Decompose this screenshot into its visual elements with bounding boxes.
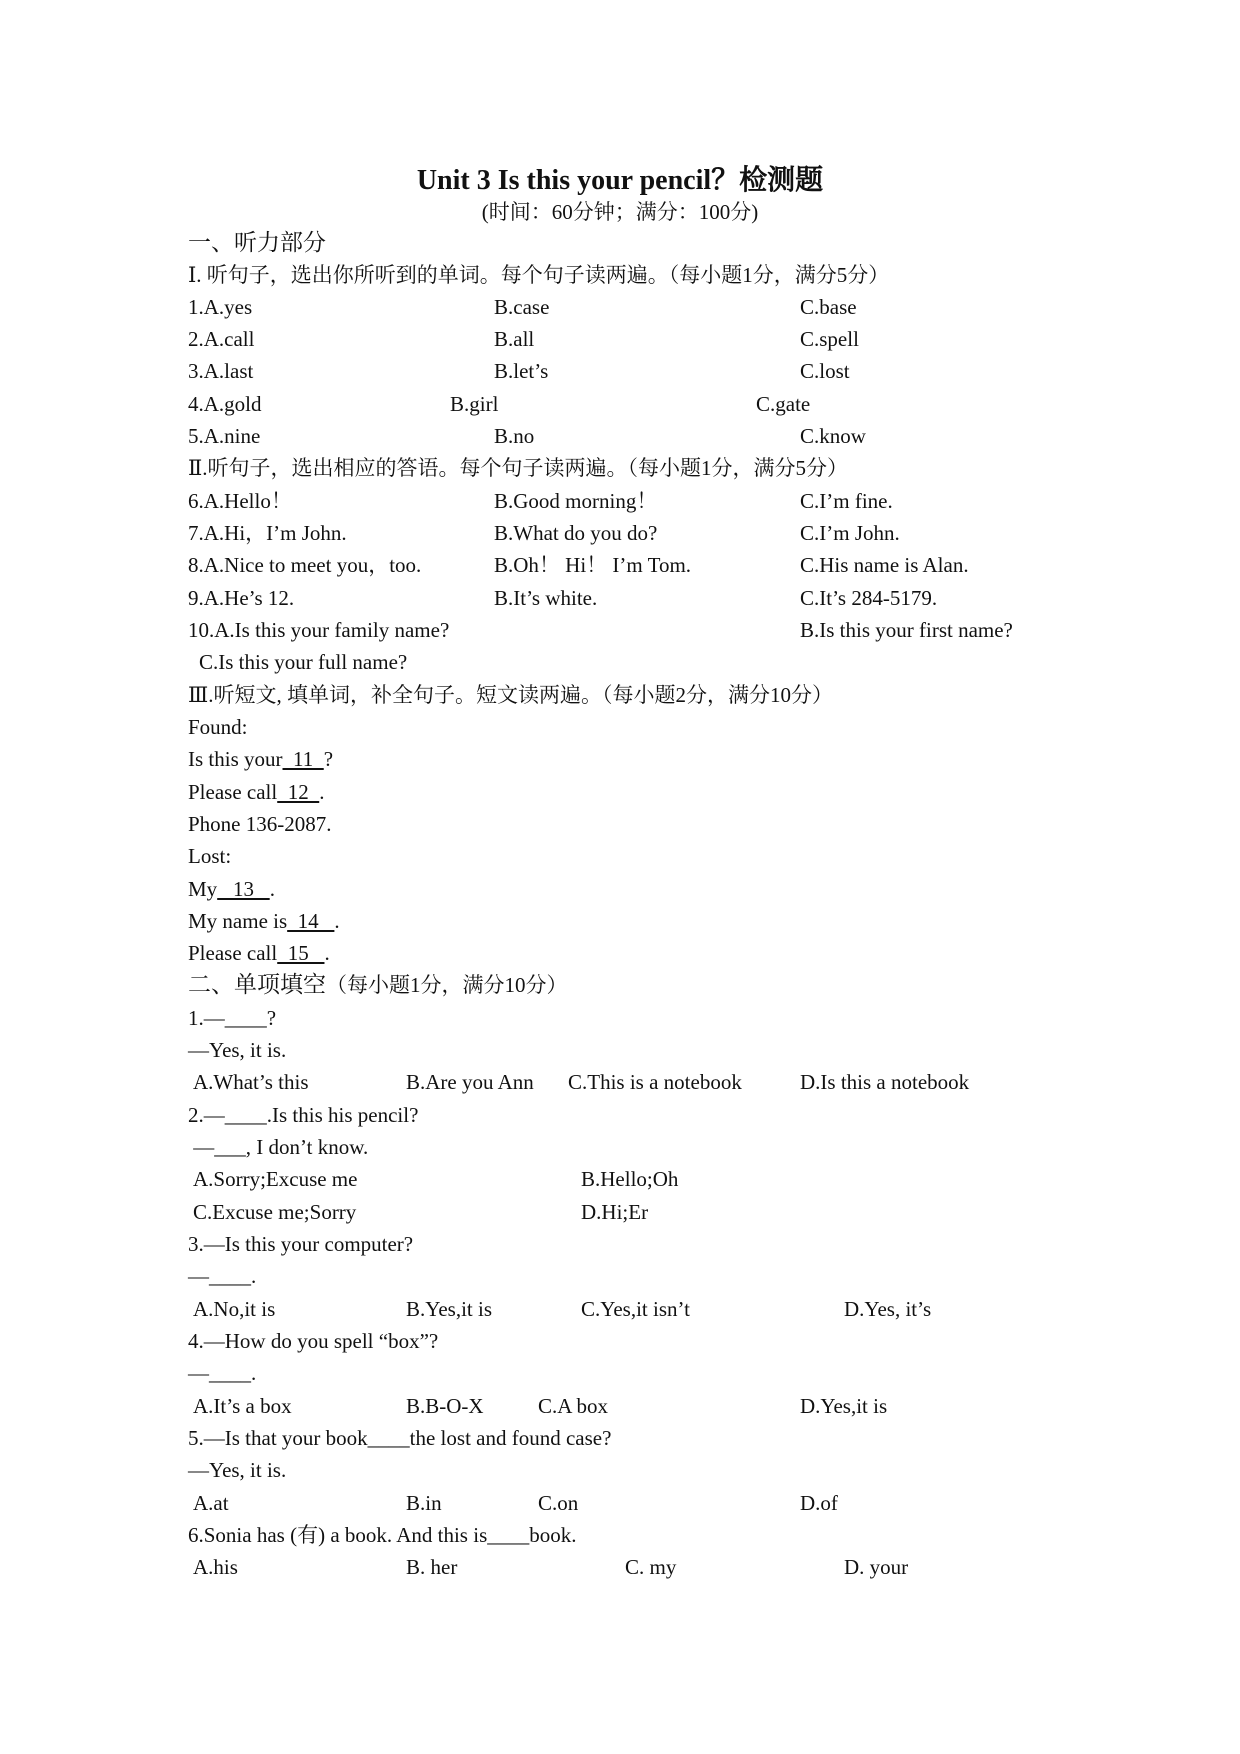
q5-options: [188, 1488, 1088, 1518]
option-a: A.It’s a box: [193, 1394, 292, 1418]
text: Please call: [188, 941, 278, 965]
part2-item-6: [188, 486, 1088, 516]
option-a: 4.A.gold: [188, 392, 262, 416]
q5-answer: —Yes, it is.: [188, 1458, 287, 1482]
blank: ____: [487, 1523, 530, 1547]
option-d: D. your: [844, 1555, 909, 1579]
part2-item-10-option-c: C.Is this your full name?: [199, 650, 408, 674]
option-c: C.Yes,it isn’t: [581, 1297, 690, 1321]
option-c: C.I’m fine.: [800, 489, 893, 513]
option-c: C.on: [538, 1491, 579, 1515]
option-b: B.It’s white.: [494, 586, 598, 610]
answer-blank-13: 13: [217, 877, 270, 901]
lost-line-13: [188, 874, 275, 904]
section1-heading: 一、听力部分: [188, 230, 326, 256]
text: My name is: [188, 909, 288, 933]
option-c: C.spell: [800, 327, 859, 351]
option-a: 6.A.Hello！: [188, 489, 292, 513]
lost-line-14: [188, 906, 340, 936]
option-a: A.Sorry;Excuse me: [193, 1167, 358, 1191]
q5-question: [188, 1423, 611, 1453]
text: .: [269, 877, 275, 901]
text: the lost and found case?: [409, 1426, 612, 1450]
option-a: 2.A.call: [188, 327, 255, 351]
option-c: C.lost: [800, 359, 850, 383]
part1-instruction: Ⅰ. 听句子，选出你所听到的单词。每个句子读两遍。（每小题1分，满分5分）: [188, 263, 890, 287]
option-b: B.all: [494, 327, 535, 351]
option-b: B.Are you Ann: [406, 1070, 534, 1094]
heading-note: （每小题1分，满分10分）: [326, 973, 568, 997]
text: .: [251, 1361, 257, 1385]
part1-item-4: [188, 389, 1088, 419]
answer-blank-11: 11: [282, 747, 324, 771]
option-d: D.of: [800, 1491, 838, 1515]
part2-item-10: [188, 615, 1088, 645]
heading-text: 二、单项填空: [188, 972, 326, 998]
option-c: C.base: [800, 295, 857, 319]
option-c: C.A box: [538, 1394, 609, 1418]
text: —: [188, 1361, 209, 1385]
option-b: B. her: [406, 1555, 458, 1579]
part1-item-2: [188, 324, 1088, 354]
option-a: 5.A.nine: [188, 424, 261, 448]
option-b: B.in: [406, 1491, 442, 1515]
text: My: [188, 877, 218, 901]
option-a: A.at: [193, 1491, 229, 1515]
blank: ____: [224, 1103, 267, 1127]
option-c: C.This is a notebook: [568, 1070, 742, 1094]
option-a: A.What’s this: [193, 1070, 309, 1094]
q2-question: [188, 1100, 418, 1130]
option-a: A.No,it is: [193, 1297, 276, 1321]
blank: ____: [209, 1361, 251, 1385]
option-b: B.Yes,it is: [406, 1297, 492, 1321]
part1-item-1: [188, 292, 1088, 322]
q6-question: [188, 1520, 577, 1550]
text: —: [188, 1135, 215, 1159]
option-a: 1.A.yes: [188, 295, 253, 319]
text: —: [188, 1264, 209, 1288]
found-phone: Phone 136-2087.: [188, 812, 332, 836]
text: .: [324, 941, 330, 965]
part1-item-3: [188, 356, 1088, 386]
section2-heading: [188, 970, 568, 1000]
answer-blank-15: 15: [277, 941, 325, 965]
text: 1.—: [188, 1006, 225, 1030]
text: Is this your: [188, 747, 283, 771]
option-d: D.Yes, it’s: [844, 1297, 932, 1321]
blank: ___: [214, 1135, 246, 1159]
q1-options: [188, 1067, 1088, 1097]
text: , I don’t know.: [245, 1135, 369, 1159]
part2-item-8: [188, 550, 1088, 580]
q3-options: [188, 1294, 1088, 1324]
option-c: C.gate: [756, 392, 811, 416]
text: ?: [266, 1006, 277, 1030]
blank: ____: [209, 1264, 251, 1288]
text: ?: [323, 747, 334, 771]
option-c: C.His name is Alan.: [800, 553, 969, 577]
q3-question: 3.—Is this your computer?: [188, 1232, 414, 1256]
text: Please call: [188, 780, 278, 804]
option-b: B.girl: [450, 392, 499, 416]
q3-answer: [188, 1261, 256, 1291]
q2-answer: [188, 1132, 368, 1162]
q1-answer: —Yes, it is.: [188, 1038, 287, 1062]
blank: ____: [367, 1426, 410, 1450]
part3-instruction: Ⅲ.听短文, 填单词，补全句子。短文读两遍。（每小题2分，满分10分）: [188, 683, 833, 707]
text: .: [334, 909, 340, 933]
answer-blank-12: 12: [277, 780, 320, 804]
option-a: A.his: [193, 1555, 238, 1579]
option-c: C. my: [625, 1555, 677, 1579]
option-b: B.B-O-X: [406, 1394, 484, 1418]
part2-instruction: Ⅱ.听句子，选出相应的答语。每个句子读两遍。（每小题1分，满分5分）: [188, 456, 849, 480]
option-c: C.I’m John.: [800, 521, 900, 545]
part1-item-5: [188, 421, 1088, 451]
q4-options: [188, 1391, 1088, 1421]
option-a: 8.A.Nice to meet you，too.: [188, 553, 422, 577]
q2-options-row2: [188, 1197, 1088, 1227]
q2-options-row1: [188, 1164, 1088, 1194]
q1-question: [188, 1003, 276, 1033]
option-a: 7.A.Hi，I’m John.: [188, 521, 347, 545]
text: .Is this his pencil?: [266, 1103, 419, 1127]
option-c: C.know: [800, 424, 866, 448]
option-a: 3.A.last: [188, 359, 254, 383]
text: 2.—: [188, 1103, 225, 1127]
page-title: Unit 3 Is this your pencil？检测题: [416, 165, 824, 196]
option-b: B.Is this your first name?: [800, 618, 1013, 642]
part2-item-7: [188, 518, 1088, 548]
text: .: [319, 780, 325, 804]
option-a: 10.A.Is this your family name?: [188, 618, 450, 642]
found-label: Found:: [188, 715, 248, 739]
option-b: B.no: [494, 424, 535, 448]
text: 5.—Is that your book: [188, 1426, 368, 1450]
found-line-11: [188, 744, 333, 774]
q4-question: 4.—How do you spell “box”?: [188, 1329, 439, 1353]
found-line-12: [188, 777, 324, 807]
option-c: C.It’s 284-5179.: [800, 586, 938, 610]
lost-label: Lost:: [188, 844, 232, 868]
lost-line-15: [188, 938, 330, 968]
blank: ____: [224, 1006, 267, 1030]
page-subtitle: (时间：60分钟；满分：100分): [481, 200, 759, 224]
option-c: C.Excuse me;Sorry: [193, 1200, 357, 1224]
option-b: B.Good morning！: [494, 489, 658, 513]
option-b: B.Hello;Oh: [581, 1167, 679, 1191]
option-d: D.Hi;Er: [581, 1200, 649, 1224]
option-b: B.case: [494, 295, 550, 319]
answer-blank-14: 14: [287, 909, 335, 933]
option-b: B.What do you do?: [494, 521, 658, 545]
text: .: [251, 1264, 257, 1288]
option-d: D.Yes,it is: [800, 1394, 888, 1418]
option-b: B.Oh！ Hi！ I’m Tom.: [494, 553, 692, 577]
option-a: 9.A.He’s 12.: [188, 586, 295, 610]
q6-options: [188, 1552, 1088, 1582]
option-d: D.Is this a notebook: [800, 1070, 970, 1094]
q4-answer: [188, 1358, 256, 1388]
text: 6.Sonia has (有) a book. And this is: [188, 1523, 488, 1547]
text: book.: [529, 1523, 577, 1547]
part2-item-9: [188, 583, 1088, 613]
option-b: B.let’s: [494, 359, 549, 383]
